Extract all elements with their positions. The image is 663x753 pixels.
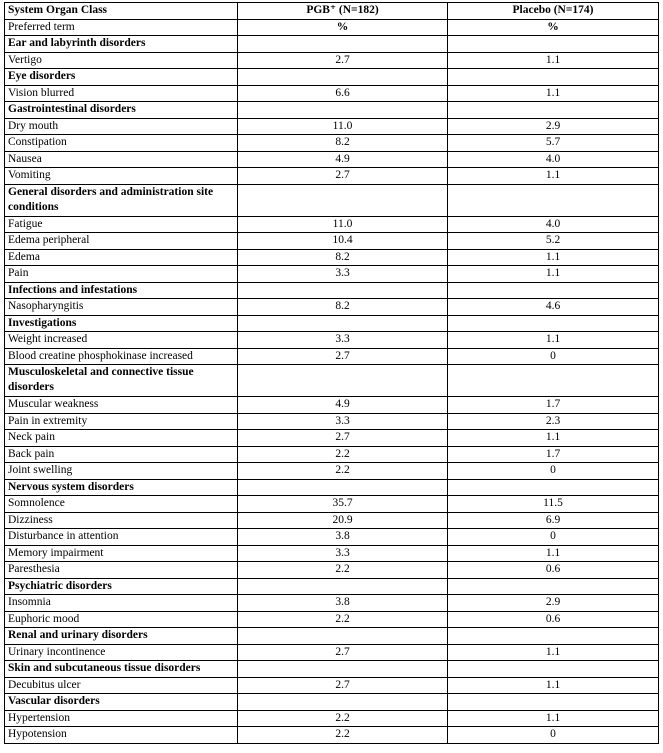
placebo-percent-cell: 4.6 [448, 299, 659, 316]
table-row [5, 595, 659, 612]
system-organ-class-label: Nervous system disorders [5, 479, 238, 496]
preferred-term-cell: Back pain [5, 446, 238, 463]
placebo-percent-cell: 4.0 [448, 151, 659, 168]
placebo-percent-cell: 1.1 [448, 52, 659, 69]
table-row [5, 118, 659, 135]
preferred-term-cell: Dizziness [5, 512, 238, 529]
empty-cell [238, 36, 448, 53]
preferred-term-cell: Vision blurred [5, 85, 238, 102]
placebo-percent-cell: 1.1 [448, 545, 659, 562]
pgb-percent-cell: 2.7 [238, 644, 448, 661]
preferred-term-cell: Weight increased [5, 332, 238, 349]
placebo-percent-cell: 2.9 [448, 595, 659, 612]
preferred-term-cell: Decubitus ulcer [5, 677, 238, 694]
empty-cell [448, 578, 659, 595]
system-organ-class-label: Eye disorders [5, 69, 238, 86]
pgb-percent-cell: 11.0 [238, 216, 448, 233]
table-row [5, 512, 659, 529]
pgb-percent-cell: 10.4 [238, 233, 448, 250]
system-organ-class-label: General disorders and administration site conditions [5, 184, 238, 216]
header-pgb: PGB⁺ (N=182) [238, 3, 448, 20]
empty-cell [448, 282, 659, 299]
pgb-percent-cell: 2.2 [238, 446, 448, 463]
pgb-percent-cell: 2.7 [238, 677, 448, 694]
table-row [5, 332, 659, 349]
placebo-percent-cell: 0 [448, 529, 659, 546]
empty-cell [448, 69, 659, 86]
pgb-percent-cell: 11.0 [238, 118, 448, 135]
placebo-percent-cell: 1.1 [448, 710, 659, 727]
preferred-term-cell: Joint swelling [5, 463, 238, 480]
table-row [5, 463, 659, 480]
pgb-percent-cell: 4.9 [238, 397, 448, 414]
empty-cell [238, 479, 448, 496]
table-row [5, 151, 659, 168]
group-row [5, 694, 659, 711]
placebo-percent-cell: 0.6 [448, 611, 659, 628]
pgb-percent-cell: 20.9 [238, 512, 448, 529]
preferred-term-cell: Nasopharyngitis [5, 299, 238, 316]
placebo-percent-cell: 1.7 [448, 446, 659, 463]
system-organ-class-label: Musculoskeletal and connective tissue disorders [5, 365, 238, 397]
preferred-term-cell: Paresthesia [5, 562, 238, 579]
system-organ-class-label: Gastrointestinal disorders [5, 102, 238, 119]
table-row [5, 397, 659, 414]
preferred-term-cell: Blood creatine phosphokinase increased [5, 348, 238, 365]
group-row [5, 628, 659, 645]
table-row [5, 727, 659, 744]
table-row [5, 52, 659, 69]
pgb-percent-cell: 3.8 [238, 529, 448, 546]
header-pgb-unit: % [238, 19, 448, 36]
preferred-term-cell: Somnolence [5, 496, 238, 513]
preferred-term-cell: Fatigue [5, 216, 238, 233]
preferred-term-cell: Nausea [5, 151, 238, 168]
table-row [5, 348, 659, 365]
empty-cell [448, 661, 659, 678]
group-row [5, 661, 659, 678]
group-row [5, 36, 659, 53]
table-row [5, 249, 659, 266]
preferred-term-cell: Euphoric mood [5, 611, 238, 628]
empty-cell [448, 628, 659, 645]
system-organ-class-label: Renal and urinary disorders [5, 628, 238, 645]
pgb-percent-cell: 2.2 [238, 710, 448, 727]
preferred-term-cell: Hypotension [5, 727, 238, 744]
preferred-term-cell: Vertigo [5, 52, 238, 69]
pgb-percent-cell: 6.6 [238, 85, 448, 102]
table-row [5, 446, 659, 463]
system-organ-class-label: Vascular disorders [5, 694, 238, 711]
pgb-percent-cell: 3.3 [238, 332, 448, 349]
placebo-percent-cell: 6.9 [448, 512, 659, 529]
system-organ-class-label: Infections and infestations [5, 282, 238, 299]
table-row [5, 710, 659, 727]
pgb-percent-cell: 3.3 [238, 545, 448, 562]
preferred-term-cell: Insomnia [5, 595, 238, 612]
placebo-percent-cell: 1.7 [448, 397, 659, 414]
pgb-percent-cell: 8.2 [238, 135, 448, 152]
placebo-percent-cell: 1.1 [448, 677, 659, 694]
preferred-term-cell: Edema peripheral [5, 233, 238, 250]
preferred-term-cell: Constipation [5, 135, 238, 152]
preferred-term-cell: Memory impairment [5, 545, 238, 562]
table-row [5, 168, 659, 185]
placebo-percent-cell: 11.5 [448, 496, 659, 513]
table-row [5, 677, 659, 694]
empty-cell [238, 578, 448, 595]
table-row [5, 644, 659, 661]
pgb-percent-cell: 2.7 [238, 430, 448, 447]
placebo-percent-cell: 1.1 [448, 266, 659, 283]
table-row [5, 266, 659, 283]
empty-cell [238, 102, 448, 119]
table-row [5, 496, 659, 513]
table-body [5, 3, 659, 744]
pgb-percent-cell: 2.7 [238, 168, 448, 185]
header-row [5, 3, 659, 20]
placebo-percent-cell: 0.6 [448, 562, 659, 579]
empty-cell [448, 102, 659, 119]
placebo-percent-cell: 2.9 [448, 118, 659, 135]
empty-cell [238, 694, 448, 711]
empty-cell [238, 184, 448, 216]
empty-cell [238, 315, 448, 332]
table-row [5, 545, 659, 562]
placebo-percent-cell: 1.1 [448, 430, 659, 447]
preferred-term-cell: Urinary incontinence [5, 644, 238, 661]
table-row [5, 233, 659, 250]
system-organ-class-label: Skin and subcutaneous tissue disorders [5, 661, 238, 678]
empty-cell [448, 694, 659, 711]
group-row [5, 184, 659, 216]
placebo-percent-cell: 4.0 [448, 216, 659, 233]
table-row [5, 299, 659, 316]
table-row [5, 135, 659, 152]
pgb-percent-cell: 2.2 [238, 611, 448, 628]
empty-cell [448, 479, 659, 496]
pgb-percent-cell: 2.2 [238, 463, 448, 480]
placebo-percent-cell: 1.1 [448, 644, 659, 661]
table-row [5, 85, 659, 102]
placebo-percent-cell: 1.1 [448, 249, 659, 266]
preferred-term-cell: Hypertension [5, 710, 238, 727]
empty-cell [448, 365, 659, 397]
empty-cell [238, 661, 448, 678]
empty-cell [238, 282, 448, 299]
preferred-term-cell: Vomiting [5, 168, 238, 185]
empty-cell [448, 184, 659, 216]
pgb-percent-cell: 3.3 [238, 266, 448, 283]
header-placebo: Placebo (N=174) [448, 3, 659, 20]
pgb-percent-cell: 35.7 [238, 496, 448, 513]
preferred-term-cell: Dry mouth [5, 118, 238, 135]
table-row [5, 413, 659, 430]
placebo-percent-cell: 1.1 [448, 85, 659, 102]
pgb-percent-cell: 3.8 [238, 595, 448, 612]
preferred-term-cell: Pain in extremity [5, 413, 238, 430]
table-row [5, 430, 659, 447]
empty-cell [238, 628, 448, 645]
header-placebo-unit: % [448, 19, 659, 36]
empty-cell [238, 365, 448, 397]
header-preferred-term: Preferred term [5, 19, 238, 36]
placebo-percent-cell: 5.2 [448, 233, 659, 250]
pgb-percent-cell: 3.3 [238, 413, 448, 430]
table-row [5, 611, 659, 628]
header-system-organ-class: System Organ Class [5, 3, 238, 20]
group-row [5, 578, 659, 595]
group-row [5, 315, 659, 332]
subheader-row [5, 19, 659, 36]
empty-cell [448, 36, 659, 53]
preferred-term-cell: Edema [5, 249, 238, 266]
placebo-percent-cell: 2.3 [448, 413, 659, 430]
pgb-percent-cell: 2.7 [238, 52, 448, 69]
group-row [5, 69, 659, 86]
system-organ-class-label: Investigations [5, 315, 238, 332]
placebo-percent-cell: 0 [448, 463, 659, 480]
pgb-percent-cell: 8.2 [238, 299, 448, 316]
table-row [5, 562, 659, 579]
placebo-percent-cell: 1.1 [448, 332, 659, 349]
empty-cell [448, 315, 659, 332]
pgb-percent-cell: 8.2 [238, 249, 448, 266]
preferred-term-cell: Neck pain [5, 430, 238, 447]
pgb-percent-cell: 2.2 [238, 562, 448, 579]
placebo-percent-cell: 5.7 [448, 135, 659, 152]
group-row [5, 479, 659, 496]
placebo-percent-cell: 0 [448, 348, 659, 365]
pgb-percent-cell: 2.7 [238, 348, 448, 365]
placebo-percent-cell: 1.1 [448, 168, 659, 185]
system-organ-class-label: Psychiatric disorders [5, 578, 238, 595]
adverse-events-table [4, 2, 659, 744]
system-organ-class-label: Ear and labyrinth disorders [5, 36, 238, 53]
preferred-term-cell: Muscular weakness [5, 397, 238, 414]
group-row [5, 282, 659, 299]
pgb-percent-cell: 4.9 [238, 151, 448, 168]
empty-cell [238, 69, 448, 86]
preferred-term-cell: Pain [5, 266, 238, 283]
group-row [5, 365, 659, 397]
pgb-percent-cell: 2.2 [238, 727, 448, 744]
group-row [5, 102, 659, 119]
placebo-percent-cell: 0 [448, 727, 659, 744]
preferred-term-cell: Disturbance in attention [5, 529, 238, 546]
table-row [5, 529, 659, 546]
table-row [5, 216, 659, 233]
